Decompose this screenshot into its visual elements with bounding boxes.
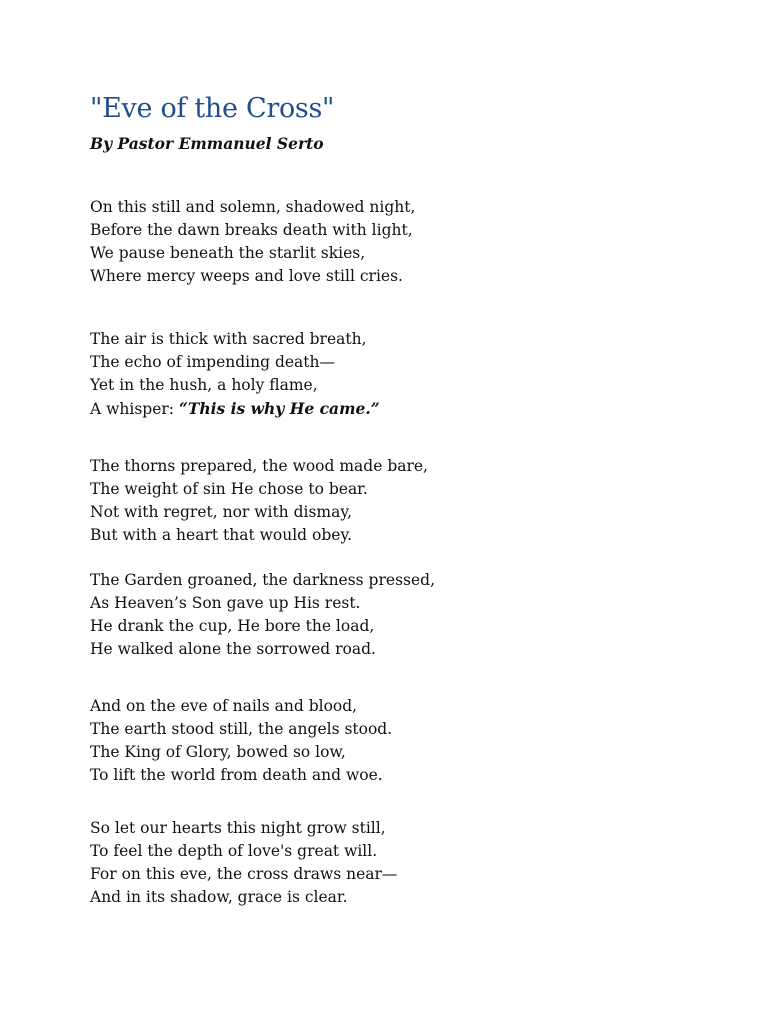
stanza-4 (90, 569, 435, 661)
stanza-line: Not with regret, nor with dismay, (90, 503, 352, 521)
poem-title: "Eve of the Cross" (90, 93, 335, 124)
stanza-line: For on this eve, the cross draws near— (90, 865, 398, 883)
stanza-line: The echo of impending death— (90, 353, 336, 371)
stanza-line: To feel the depth of love's great will. (90, 842, 378, 860)
stanza-line: And on the eve of nails and blood, (90, 697, 358, 715)
stanza-6 (90, 817, 397, 909)
stanza-line-with-quote (90, 397, 380, 420)
stanza-line: He drank the cup, He bore the load, (90, 617, 375, 635)
stanza-line: So let our hearts this night grow still, (90, 819, 386, 837)
stanza-2 (90, 328, 380, 420)
stanza-line: The King of Glory, bowed so low, (90, 743, 346, 761)
stanza-3 (90, 455, 428, 547)
poem-author: By Pastor Emmanuel Serto (90, 134, 324, 153)
stanza-line: But with a heart that would obey. (90, 526, 353, 544)
stanza-line: The earth stood still, the angels stood. (90, 720, 393, 738)
stanza-line: And in its shadow, grace is clear. (90, 888, 348, 906)
stanza-line: To lift the world from death and woe. (90, 766, 383, 784)
stanza-5 (90, 695, 392, 787)
stanza-line: Yet in the hush, a holy flame, (90, 376, 318, 394)
stanza-line: The thorns prepared, the wood made bare, (90, 457, 428, 475)
stanza-line: As Heaven’s Son gave up His rest. (90, 594, 361, 612)
stanza-1 (90, 196, 415, 288)
stanza-line: He walked alone the sorrowed road. (90, 640, 376, 658)
stanza-line: The air is thick with sacred breath, (90, 330, 367, 348)
stanza-line: On this still and solemn, shadowed night, (90, 198, 416, 216)
stanza-line: The weight of sin He chose to bear. (90, 480, 368, 498)
stanza-line: Where mercy weeps and love still cries. (90, 267, 403, 285)
whisper-prefix: A whisper: (90, 400, 179, 418)
stanza-line: We pause beneath the starlit skies, (90, 244, 366, 262)
stanza-line: Before the dawn breaks death with light, (90, 221, 413, 239)
whisper-quote: “This is why He came.” (178, 399, 380, 418)
stanza-line: The Garden groaned, the darkness pressed, (90, 571, 435, 589)
